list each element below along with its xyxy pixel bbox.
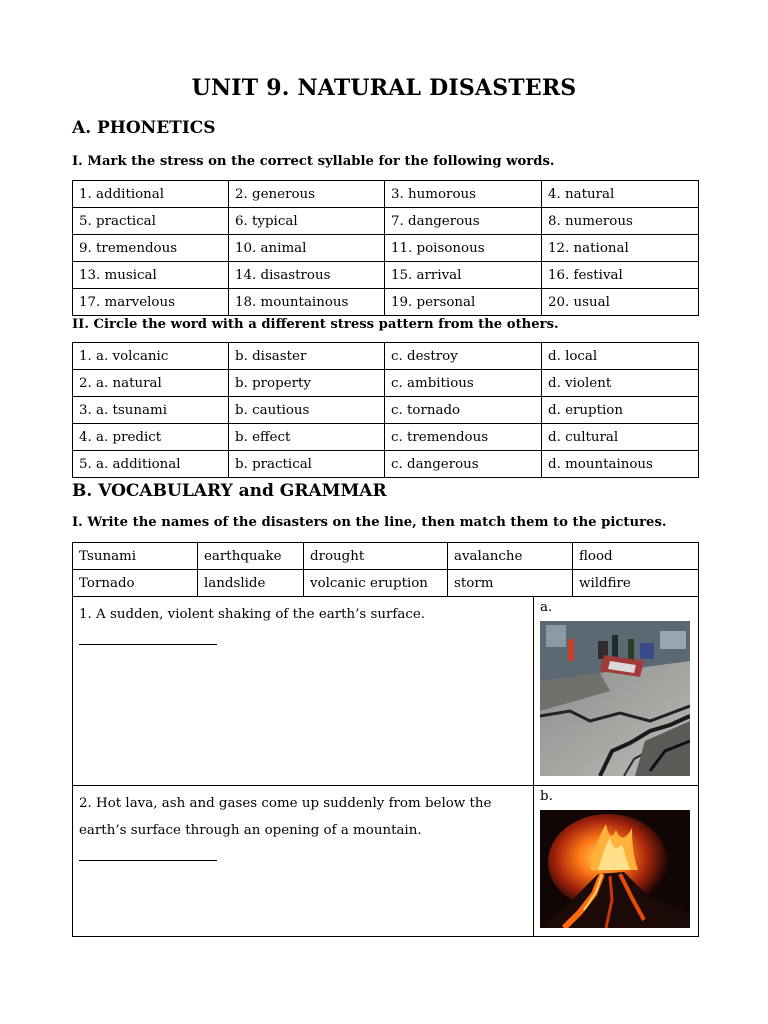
table-cell: 4. natural	[542, 181, 699, 208]
table-cell: 10. animal	[229, 235, 385, 262]
table-row	[73, 208, 699, 235]
word-bank-table	[72, 542, 699, 597]
answer-line[interactable]	[79, 846, 217, 861]
task-a2-heading: II. Circle the word with a different stress pattern from the others.	[72, 317, 559, 332]
table-cell: c. dangerous	[385, 451, 542, 478]
table-cell: Tornado	[73, 570, 198, 597]
table-cell: 14. disastrous	[229, 262, 385, 289]
table-cell: c. ambitious	[385, 370, 542, 397]
table-cell: storm	[448, 570, 573, 597]
table-cell: volcanic eruption	[304, 570, 448, 597]
volcano-photo	[540, 810, 690, 928]
picture-label: a.	[540, 600, 553, 615]
description-cell	[73, 786, 534, 937]
picture-cell	[534, 597, 699, 786]
table-cell: 5. practical	[73, 208, 229, 235]
description-text: 1. A sudden, violent shaking of the earth’s surface.	[79, 607, 426, 622]
table-cell: 2. generous	[229, 181, 385, 208]
table-cell: b. practical	[229, 451, 385, 478]
table-cell: d. violent	[542, 370, 699, 397]
table-cell: 12. national	[542, 235, 699, 262]
stress-words-table	[72, 180, 699, 316]
table-cell: landslide	[198, 570, 304, 597]
table-cell: earthquake	[198, 543, 304, 570]
table-row	[73, 424, 699, 451]
table-row	[73, 543, 699, 570]
table-row	[73, 370, 699, 397]
task-b1-heading: I. Write the names of the disasters on the line, then match them to the pictures.	[72, 515, 667, 530]
table-cell: 18. mountainous	[229, 289, 385, 316]
table-row	[73, 181, 699, 208]
table-cell: 3. humorous	[385, 181, 542, 208]
table-cell: 20. usual	[542, 289, 699, 316]
task-a1-heading: I. Mark the stress on the correct syllable for the following words.	[72, 154, 555, 169]
picture-label: b.	[540, 789, 553, 804]
description-text: 2. Hot lava, ash and gases come up suddenly from below the earth’s surface through an opening of a mountain.	[79, 796, 492, 838]
table-cell: 13. musical	[73, 262, 229, 289]
table-cell: 9. tremendous	[73, 235, 229, 262]
page-title: UNIT 9. NATURAL DISASTERS	[191, 75, 577, 101]
table-cell: 5. a. additional	[73, 451, 229, 478]
table-cell: drought	[304, 543, 448, 570]
table-row	[73, 786, 699, 937]
table-cell: Tsunami	[73, 543, 198, 570]
table-cell: 8. numerous	[542, 208, 699, 235]
table-cell: b. effect	[229, 424, 385, 451]
table-cell: c. tremendous	[385, 424, 542, 451]
table-cell: 6. typical	[229, 208, 385, 235]
section-a-heading: A. PHONETICS	[72, 118, 216, 138]
table-cell: 1. a. volcanic	[73, 343, 229, 370]
table-cell: b. cautious	[229, 397, 385, 424]
answer-line[interactable]	[79, 630, 217, 645]
table-cell: 17. marvelous	[73, 289, 229, 316]
table-cell: 3. a. tsunami	[73, 397, 229, 424]
table-cell: b. disaster	[229, 343, 385, 370]
section-b-heading: B. VOCABULARY and GRAMMAR	[72, 481, 387, 501]
table-row	[73, 397, 699, 424]
table-cell: d. eruption	[542, 397, 699, 424]
table-cell: d. mountainous	[542, 451, 699, 478]
description-cell	[73, 597, 534, 786]
table-cell: 19. personal	[385, 289, 542, 316]
table-cell: 11. poisonous	[385, 235, 542, 262]
table-row	[73, 289, 699, 316]
table-cell: c. destroy	[385, 343, 542, 370]
table-cell: b. property	[229, 370, 385, 397]
table-cell: 16. festival	[542, 262, 699, 289]
table-row	[73, 597, 699, 786]
table-row	[73, 262, 699, 289]
picture-cell	[534, 786, 699, 937]
table-cell: 7. dangerous	[385, 208, 542, 235]
table-cell: 4. a. predict	[73, 424, 229, 451]
table-row	[73, 570, 699, 597]
table-cell: wildfire	[573, 570, 699, 597]
table-cell: d. local	[542, 343, 699, 370]
table-row	[73, 451, 699, 478]
table-cell: c. tornado	[385, 397, 542, 424]
table-cell: 1. additional	[73, 181, 229, 208]
table-row	[73, 235, 699, 262]
table-cell: avalanche	[448, 543, 573, 570]
earthquake-photo	[540, 621, 690, 776]
table-cell: 2. a. natural	[73, 370, 229, 397]
stress-pattern-table	[72, 342, 699, 478]
table-cell: flood	[573, 543, 699, 570]
table-row	[73, 343, 699, 370]
matching-table	[72, 596, 699, 937]
table-cell: d. cultural	[542, 424, 699, 451]
table-cell: 15. arrival	[385, 262, 542, 289]
